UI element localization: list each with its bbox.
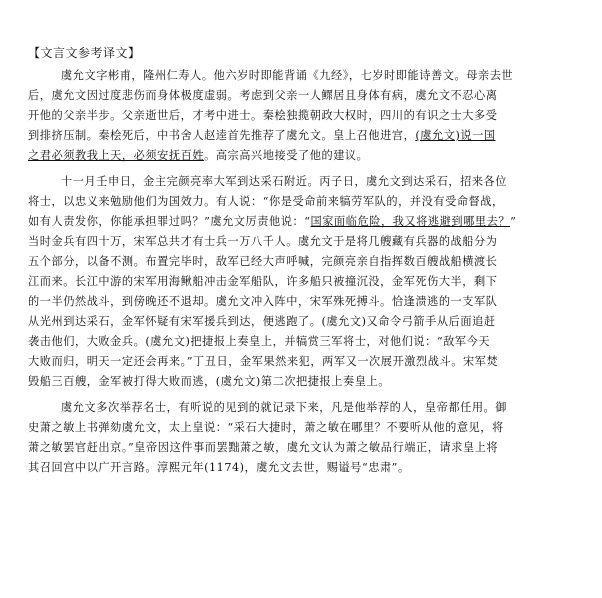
text-segment: 到排挤压制。秦桧死后，中书舍人赵逵首先推荐了虞允文。皇上召他进宫， (28, 129, 416, 142)
text-line (28, 438, 588, 458)
text-segment: 将士，以忠义来勉励他们为国效力。有人说：“你是受命前来犒劳军队的，并没有受命督战， (28, 195, 504, 208)
text-line (28, 418, 588, 438)
text-segment: 开他的父亲半步。父亲逝世后，才考中进士。秦桧独揽朝政大权时，四川的有识之士大多受 (28, 109, 498, 122)
text-segment: 史萧之敏上书弹劾虞允文，太上皇说：“采石大捷时，萧之敏在哪里？不要听从他的意见，将 (28, 421, 504, 434)
text-segment: 五个部分，以备不测。布置完毕时，敌军已经大声呼喊，完颜亮亲自指挥数百艘战船横渡长 (28, 255, 498, 268)
text-segment: 大败而归，明天一定还会再来。”丁丑日，金军果然来犯，两军又一次展开激烈战斗。宋军焚 (28, 355, 499, 368)
text-segment: 。高宗高兴地接受了他的建议。 (204, 149, 369, 162)
text-segment: 从光州到达采石，金军怀疑有宋军援兵到达，便逃跑了。(虞允文)又命令弓箭手从后面追赶 (28, 315, 496, 328)
text-line (28, 106, 588, 126)
text-line (28, 66, 588, 86)
text-line (28, 332, 588, 352)
text-line (28, 252, 588, 272)
text-segment: 萧之敏罢官赶出京。”皇帝因这件事而罢黜萧之敏，虞允文认为萧之敏品行端正，请求皇上将 (28, 441, 499, 454)
text-segment: 其召回宫中以广开言路。淳熙元年(1174)，虞允文去世，赐谥号“忠肃”。 (28, 461, 410, 474)
text-segment: 后，虞允文因过度悲伤而身体极度虚弱。考虑到父亲一人鳏居且身体有病，虞允文不忍心离 (28, 89, 498, 102)
text-line (28, 312, 588, 332)
text-segment: 袭击他们，大败金兵。(虞允文)把捷报上奏皇上，并犒赏三军将士，对他们说：“敌军今天 (28, 335, 491, 348)
text-line (28, 86, 588, 106)
underlined-text: 国家面临危险，我又将逃避到哪里去？ (310, 215, 511, 228)
paragraph (28, 398, 588, 478)
underlined-text: (虞允文)说一国 (415, 129, 496, 142)
text-line (28, 192, 588, 212)
text-segment: 虞允文多次举荐名士，有听说的见到的就记录下来，凡是他举荐的人，皇帝都任用。御 (61, 401, 508, 414)
text-segment: 毁船三百艘，金军被打得大败而逃，(虞允文)第二次把捷报上奏皇上。 (28, 375, 390, 388)
text-segment: 的一半仍然战斗，到傍晚还不退却。虞允文冲入阵中，宋军殊死搏斗。恰逢溃逃的一支军队 (28, 295, 498, 308)
text-line (28, 272, 588, 292)
text-line (28, 398, 588, 418)
text-line (28, 458, 588, 478)
section-heading: 【文言文参考译文】 (28, 46, 141, 60)
paragraph (28, 172, 588, 392)
text-line (28, 146, 588, 166)
text-segment: 如有人责发你，你能承担罪过吗？”虞允文厉责他说：“ (28, 215, 311, 228)
text-segment: 虞允文字彬甫，隆州仁寿人。他六岁时即能背诵《九经》，七岁时即能诗善文。母亲去世 (61, 69, 514, 82)
text-line (28, 212, 588, 232)
underlined-text: 之君必须教我上天，必须安抚百姓 (28, 149, 205, 162)
text-line (28, 292, 588, 312)
text-segment: 当时金兵有四十万，宋军总共才有士兵一万八千人。虞允文于是将几艘藏有兵器的战船分为 (28, 235, 498, 248)
text-line (28, 352, 588, 372)
text-line (28, 232, 588, 252)
text-segment: 十一月壬申日，金主完颜亮率大军到达采石附近。丙子日，虞允文到达采石，招来各位 (61, 175, 508, 188)
translation-body (28, 66, 588, 478)
text-segment: ” (510, 215, 517, 228)
text-segment: 江而来。长江中游的宋军用海鳅船冲击金军船队，许多船只被撞沉没，金军死伤大半，剩下 (28, 275, 498, 288)
text-line (28, 172, 588, 192)
paragraph (28, 66, 588, 166)
text-line (28, 372, 588, 392)
text-line (28, 126, 588, 146)
